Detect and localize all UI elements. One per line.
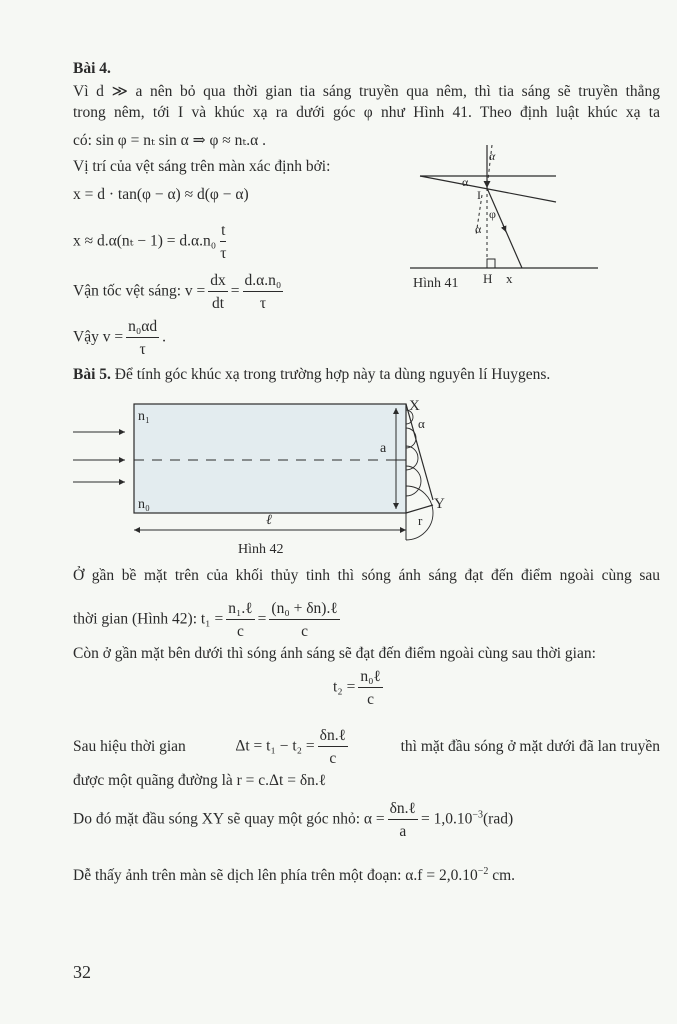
- para4-prefix: được một quãng đường là: [73, 772, 233, 789]
- denominator: dt: [212, 295, 225, 313]
- bai5-para6: [73, 866, 660, 885]
- velocity-label: Vận tốc vệt sáng:: [73, 282, 182, 300]
- bai4-line2: trong nêm, tới I và khúc xạ ra dưới góc φ như Hình 41. Theo định luật khúc xạ ta: [73, 104, 660, 121]
- shift-formula: α.f = 2,0.10: [405, 867, 478, 885]
- fraction-t2: [358, 668, 383, 708]
- figure-41-caption: Hình 41: [413, 276, 459, 291]
- denominator: τ: [259, 295, 267, 313]
- t2-equation: [333, 668, 386, 708]
- label-Y: Y: [434, 496, 445, 512]
- figure-42: [0, 380, 677, 560]
- bai5-title: Bài 5.: [73, 366, 111, 383]
- alpha-unit: (rad): [483, 810, 514, 828]
- figure-41: [0, 0, 677, 300]
- label-point-I: I: [477, 188, 481, 202]
- snell-formula: sin φ = nₜ sin α ⇒ φ ≈ nₜ.α .: [95, 132, 267, 149]
- t2-lhs: t₂ =: [333, 678, 356, 696]
- numerator: t: [221, 222, 226, 239]
- para3-suffix: thì mặt đầu sóng ở mặt dưới đã lan truyền: [400, 738, 660, 756]
- numerator: d.α.n₀: [243, 272, 284, 292]
- page-number: 32: [73, 962, 91, 982]
- result-lhs: v =: [102, 328, 124, 346]
- bai4-line4: Vị trí của vệt sáng trên màn xác định bởi:: [73, 158, 331, 175]
- label-alpha-bottom: α: [475, 222, 482, 236]
- result-equation: [73, 318, 660, 358]
- dt-equation: [235, 727, 351, 767]
- numerator: n₀αd: [126, 318, 159, 338]
- bai4-line1: Vì d ≫ a nên bỏ qua thời gian tia sáng truyền qua nêm, thì tia sáng sẽ truyền thẳng: [73, 83, 660, 100]
- right-angle-mark: [487, 259, 495, 268]
- bai5-para1: Ở gần bề mặt trên của khối thủy tinh thì sóng ánh sáng đạt đến điểm ngoài cùng sau: [73, 567, 660, 584]
- fraction-alpha: [388, 800, 418, 840]
- ray-arrow: [503, 225, 506, 232]
- denominator: c: [367, 691, 375, 709]
- denominator: c: [301, 623, 309, 641]
- label-point-H: H: [483, 271, 493, 286]
- r-formula: r = c.Δt = δn.ℓ: [236, 772, 327, 789]
- numerator: n₁.ℓ: [226, 600, 254, 620]
- label-alpha-wedge: α: [462, 175, 469, 189]
- label-n1: n₁: [138, 409, 150, 424]
- bai4-title: Bài 4.: [73, 60, 111, 77]
- shift-exponent: −2: [477, 866, 489, 877]
- label-X: X: [409, 398, 420, 414]
- denominator: c: [329, 750, 337, 768]
- t1-equation: [73, 600, 660, 640]
- bai5-para3: [73, 727, 660, 767]
- numerator: n₀ℓ: [358, 668, 383, 688]
- alpha-exponent: −3: [472, 809, 483, 821]
- numerator: δn.ℓ: [318, 727, 348, 747]
- numerator: dx: [208, 272, 228, 292]
- equation-x1: x = d · tan(φ − α) ≈ d(φ − α): [73, 186, 249, 203]
- dt-lhs: Δt = t₁ − t₂ =: [235, 737, 315, 755]
- bai5-intro-text: Để tính góc khúc xạ trong trường hợp này ta dùng nguyên lí Huygens.: [114, 366, 551, 383]
- para3-prefix: Sau hiệu thời gian: [73, 738, 186, 756]
- fraction-result: [126, 318, 159, 358]
- denominator: τ: [139, 341, 146, 359]
- t1-lhs: t₁ =: [200, 610, 224, 628]
- alpha-value: = 1,0.10: [420, 810, 473, 828]
- para6-prefix: Dễ thấy ảnh trên màn sẽ dịch lên phía trên một đoạn:: [73, 867, 402, 885]
- t1-label: thời gian (Hình 42):: [73, 610, 197, 628]
- velocity-lhs: v =: [184, 282, 206, 300]
- period: .: [162, 328, 166, 346]
- label-x: x: [506, 271, 513, 286]
- fraction-dt: [318, 727, 348, 767]
- label-alpha-top: α: [489, 149, 496, 163]
- bai5-para2: Còn ở gần mặt bên dưới thì sóng ánh sáng sẽ đạt đến điểm ngoài cùng sau thời gian:: [73, 645, 596, 662]
- result-label: Vậy: [73, 328, 99, 346]
- bai5-para5: [73, 800, 660, 840]
- denominator: c: [236, 623, 244, 641]
- alpha-lhs: α =: [363, 810, 385, 828]
- glass-block: [134, 404, 406, 513]
- equation-x2-left: x ≈ d.α(nₜ − 1) = d.α.n₀: [73, 232, 217, 250]
- equals: =: [230, 282, 240, 300]
- shift-unit: cm.: [492, 867, 516, 885]
- label-alpha: α: [418, 416, 425, 431]
- label-n0: n₀: [138, 497, 150, 512]
- label-a: a: [380, 441, 387, 456]
- bai5-para4: [73, 772, 660, 790]
- numerator: (n₀ + δn).ℓ: [269, 600, 339, 620]
- figure-42-caption: Hình 42: [238, 542, 284, 557]
- wavefront-bottom: [406, 505, 433, 513]
- equals: =: [257, 610, 267, 628]
- numerator: δn.ℓ: [388, 800, 418, 820]
- fraction-t1-b: [269, 600, 339, 640]
- denominator: τ: [220, 241, 226, 262]
- bai4-line3-prefix: có:: [73, 132, 92, 149]
- denominator: a: [399, 823, 407, 841]
- fraction-t1-a: [226, 600, 254, 640]
- para5-prefix: Do đó mặt đầu sóng XY sẽ quay một góc nhỏ:: [73, 810, 360, 828]
- label-r: r: [418, 513, 423, 528]
- label-phi: φ: [489, 207, 496, 221]
- label-length: ℓ: [266, 513, 272, 528]
